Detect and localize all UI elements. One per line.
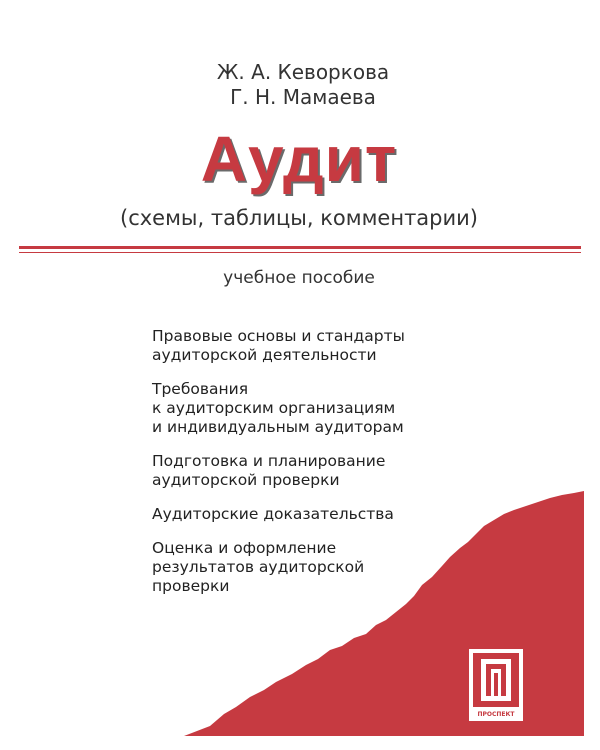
divider-thin: [19, 252, 581, 253]
topic-item: Правовые основы и стандарты аудиторской деятельности: [152, 327, 405, 364]
publisher-logo-text: ПРОСПЕКТ: [477, 711, 515, 718]
divider-thick: [19, 246, 581, 249]
topic-item: Требования к аудиторским организациям и индивидуальным аудиторам: [152, 380, 404, 436]
book-subtitle: (схемы, таблицы, комментарии): [120, 206, 478, 230]
topic-item: Подготовка и планирование аудиторской проверки: [152, 452, 386, 489]
topic-item: Оценка и оформление результатов аудиторской проверки: [152, 539, 365, 595]
book-cover: [14, 14, 584, 736]
book-title: Аудит: [200, 123, 398, 195]
book-type: учебное пособие: [223, 268, 375, 288]
author-2: Г. Н. Мамаева: [230, 85, 376, 109]
topic-item: Аудиторские доказательства: [152, 505, 394, 523]
publisher-logo: [468, 648, 524, 722]
topics-list: [152, 327, 472, 611]
authors: [14, 60, 584, 110]
publisher-emblem-icon: [469, 649, 525, 711]
author-1: Ж. А. Кеворкова: [216, 60, 390, 84]
